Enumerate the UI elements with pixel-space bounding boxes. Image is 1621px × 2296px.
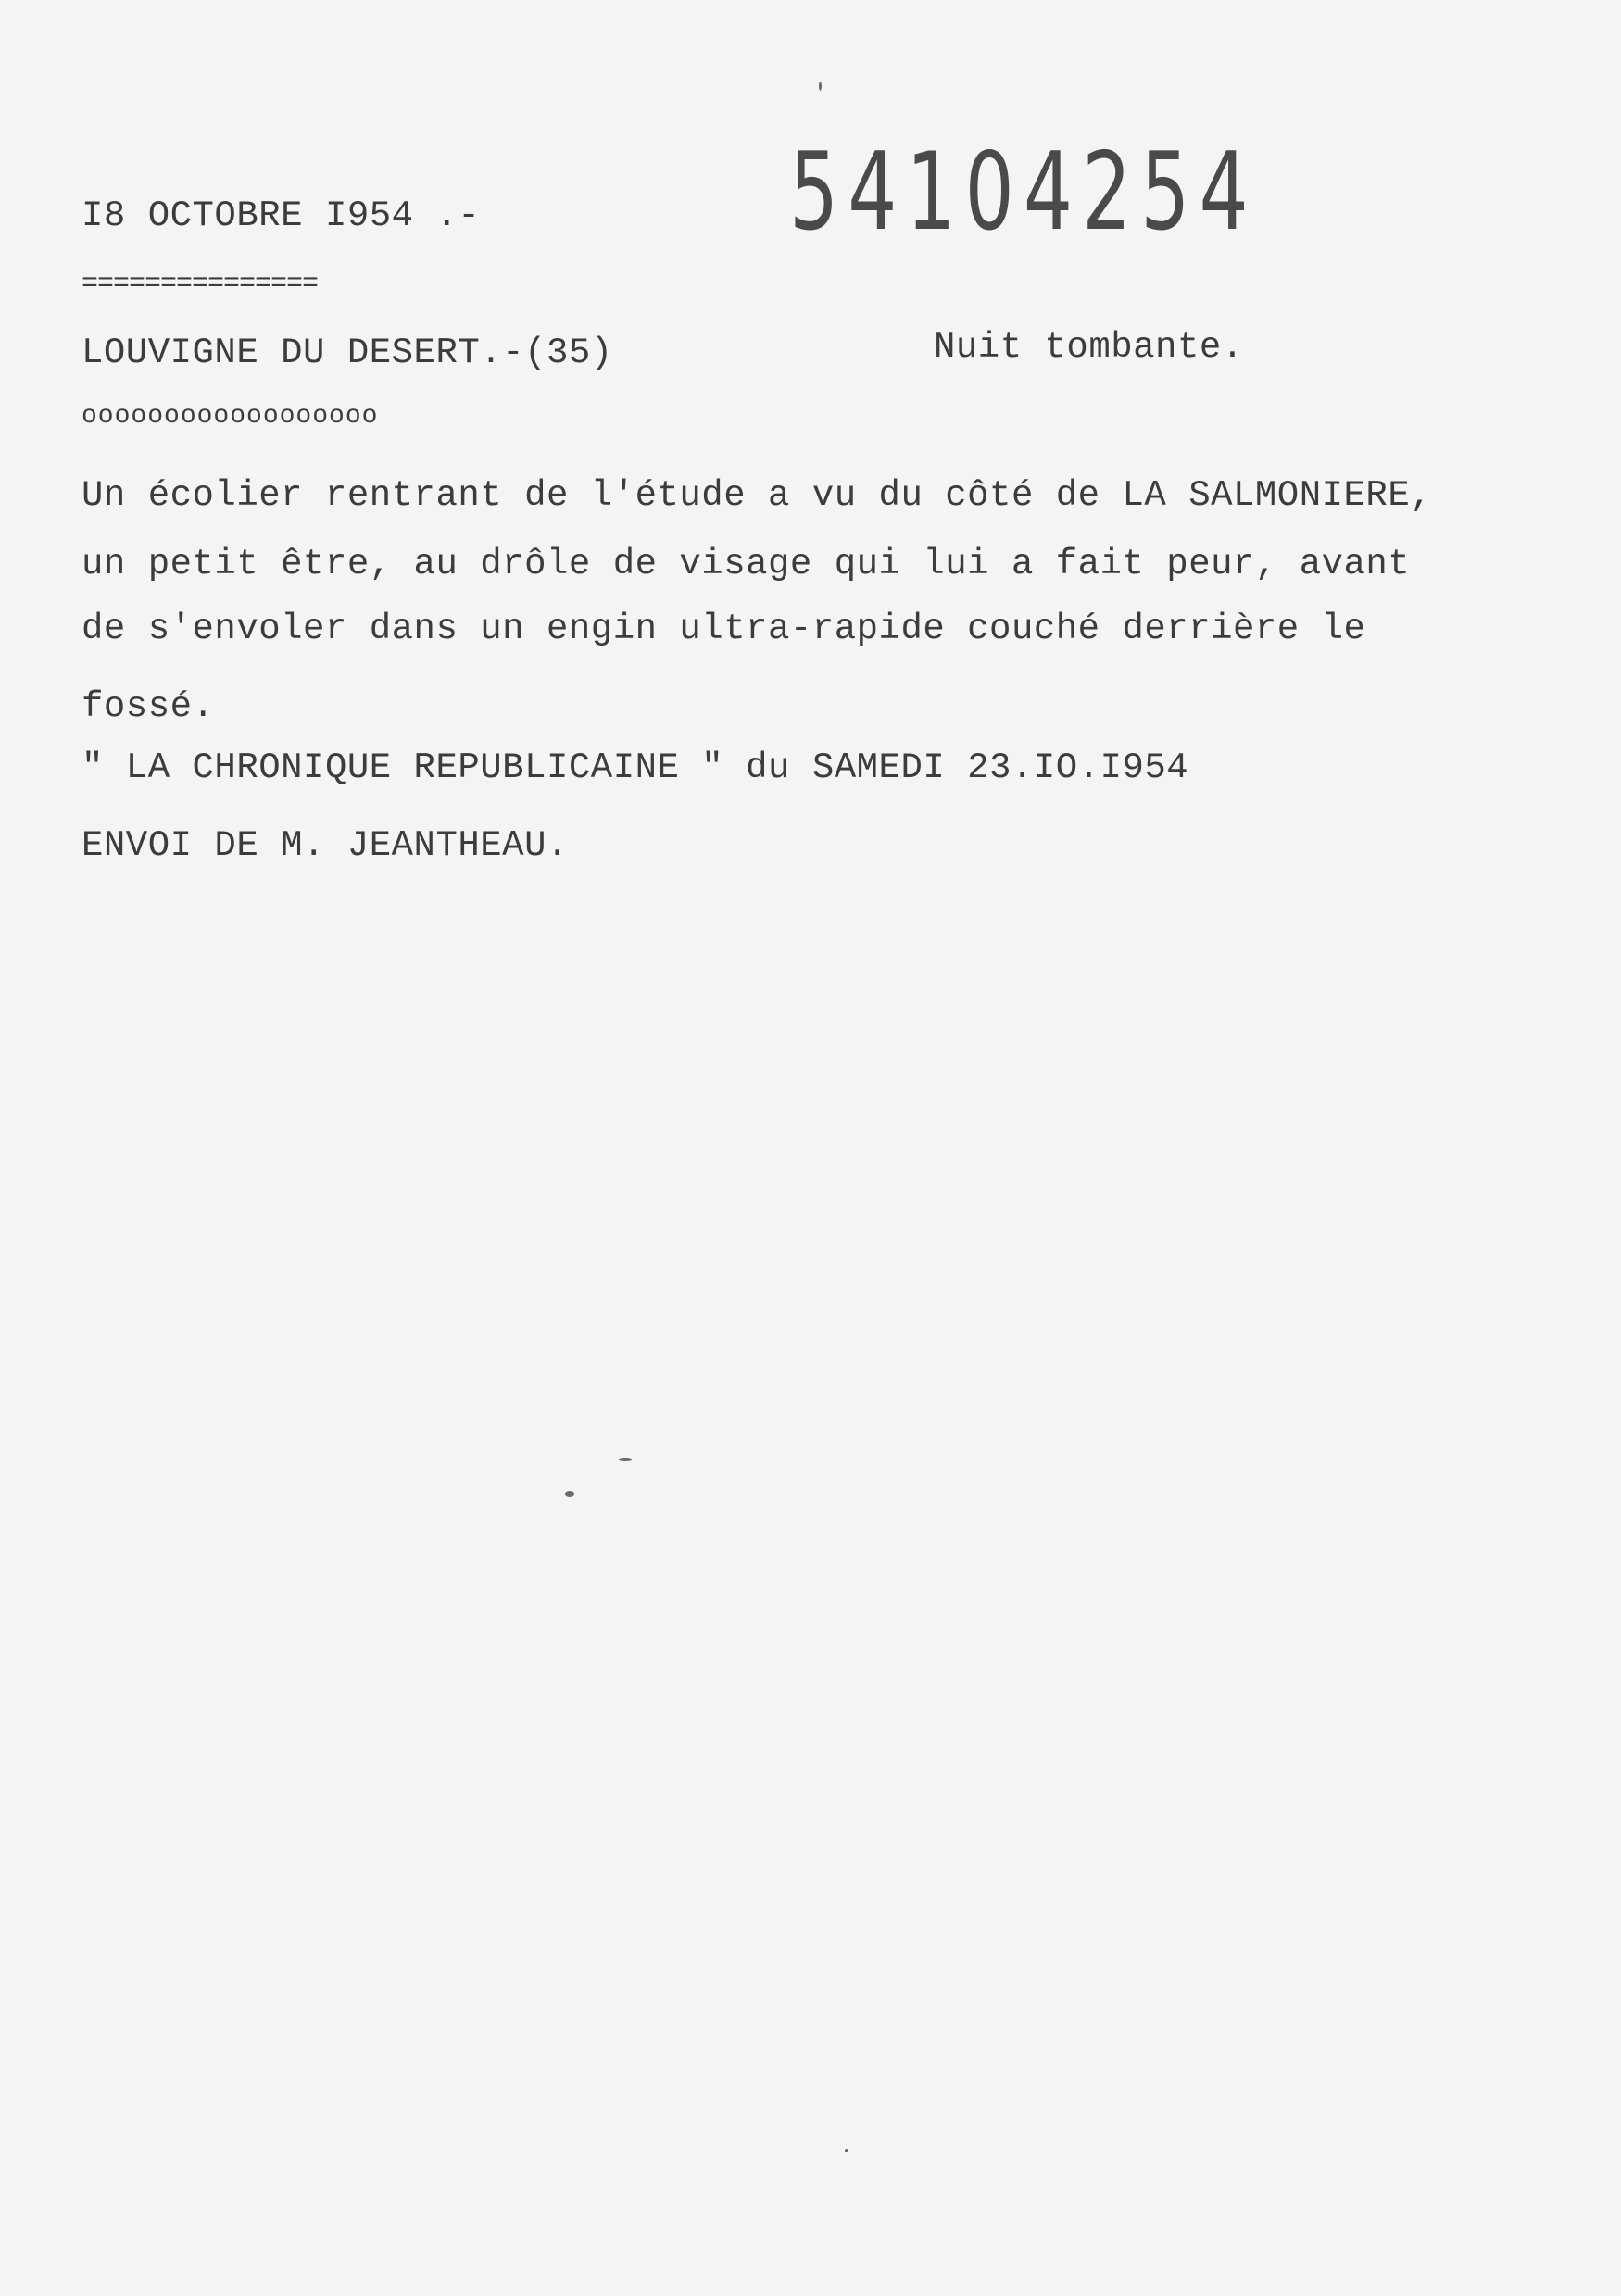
paper-speck <box>619 1458 632 1461</box>
paper-speck <box>565 1491 574 1497</box>
location-heading: LOUVIGNE DU DESERT.-(35) <box>82 332 613 373</box>
paper-speck <box>845 2149 848 2152</box>
body-line-3: de s'envoler dans un engin ultra-rapide couché derrière le <box>82 609 1366 649</box>
time-of-day: Nuit tombante. <box>934 327 1244 368</box>
archive-number-stamp: 54104254 <box>789 130 1258 255</box>
dots-separator: oooooooooooooooooo <box>82 402 379 431</box>
body-line-2: un petit être, au drôle de visage qui lui a fait peur, avant <box>82 544 1411 584</box>
date-underline: =============== <box>82 269 319 300</box>
newspaper-source: " LA CHRONIQUE REPUBLICAINE " du SAMEDI 23.IO.I954 <box>82 747 1189 788</box>
body-line-1: Un écolier rentrant de l'étude a vu du côté de LA SALMONIERE, <box>82 475 1433 516</box>
paper-speck <box>819 82 822 91</box>
body-line-4: fossé. <box>82 686 215 727</box>
sender-line: ENVOI DE M. JEANTHEAU. <box>82 825 569 866</box>
report-date: I8 OCTOBRE I954 .- <box>82 195 481 236</box>
